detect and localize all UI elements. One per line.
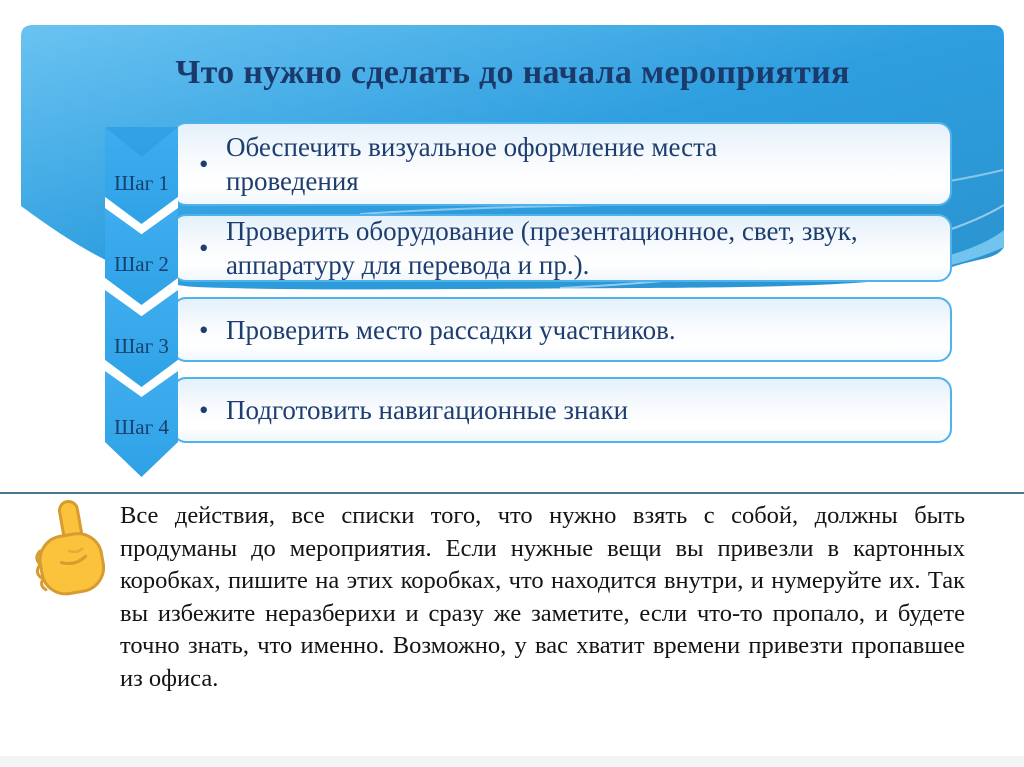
pointing-up-hand-icon	[25, 499, 113, 597]
bullet-icon: •	[199, 395, 209, 425]
step-text-3: Проверить место рассадки участников.	[226, 314, 676, 345]
step-box-4	[172, 377, 952, 443]
note-text: Все действия, все списки того, что нужно взять с собой, должны быть продуманы до мероприятия. Если нужные вещи вы привезли в картонных коробках, пишите на этих коробках, что находится внутри, и нумеруйте их. Так вы избежите неразберихи и сразу же заметите, если что-то пропало, и будете точно знать, что именно. Возможно, у вас хватит времени привезти пропавшее из офиса.	[120, 502, 965, 692]
page-title: Что нужно сделать до начала мероприятия	[175, 54, 850, 91]
bullet-icon: •	[199, 314, 209, 345]
step-text-1: Обеспечить визуальное оформление места проведения	[226, 132, 718, 196]
step-box-1	[172, 122, 952, 206]
bullet-icon: •	[199, 149, 209, 179]
step-label-1: Шаг 1	[114, 171, 169, 195]
step-label-2: Шаг 2	[114, 252, 169, 276]
bullet-icon: •	[199, 233, 209, 263]
step-box-2	[172, 214, 952, 282]
step-label-4: Шаг 4	[114, 415, 169, 439]
step-box-3	[172, 297, 952, 362]
section-divider	[0, 492, 1024, 494]
bottom-edge-shading	[0, 756, 1024, 767]
step-text-4: Подготовить навигационные знаки	[226, 395, 629, 425]
step-label-3: Шаг 3	[114, 334, 169, 358]
step-text-2: Проверить оборудование (презентационное, свет, звук, аппаратуру для перевода и пр.).	[226, 216, 858, 280]
